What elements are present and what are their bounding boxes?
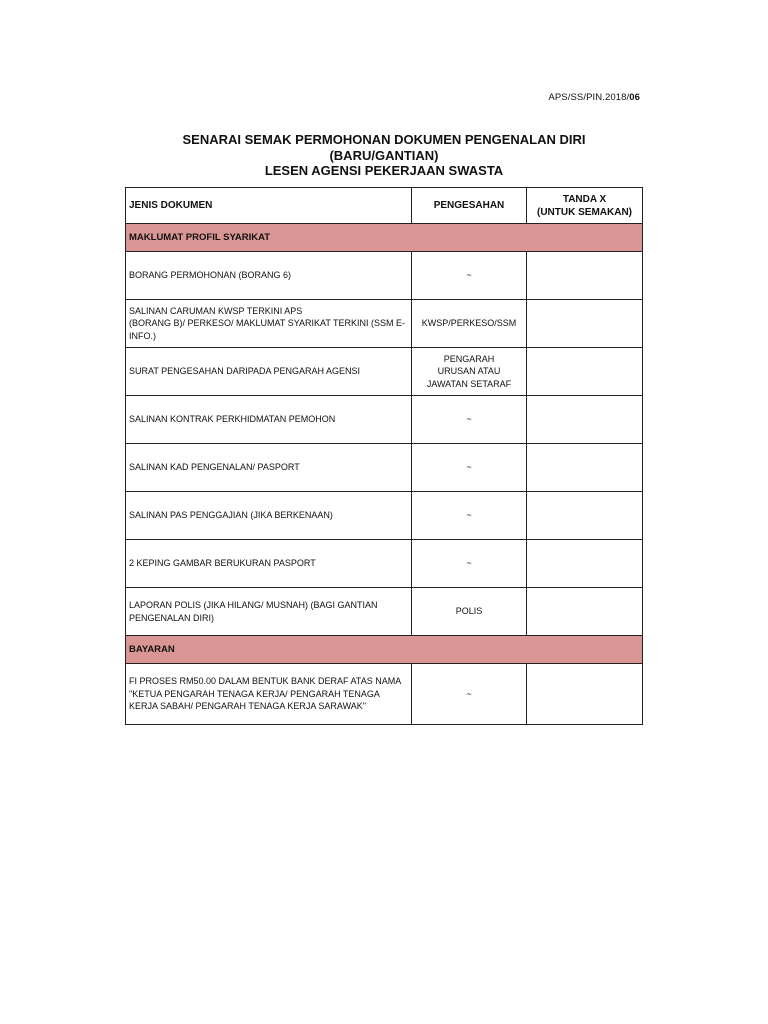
title-line-3: LESEN AGENSI PEKERJAAN SWASTA [264, 163, 504, 178]
reference-number [548, 92, 640, 103]
document-cell: SALINAN KONTRAK PERKHIDMATAN PEMOHON [126, 396, 412, 444]
verification-cell: ~ [412, 492, 527, 540]
verification-cell: KWSP/PERKESO/SSM [412, 300, 527, 348]
verification-cell: ~ [412, 396, 527, 444]
check-cell[interactable] [527, 664, 643, 725]
document-cell: 2 KEPING GAMBAR BERUKURAN PASPORT [126, 540, 412, 588]
section-label: BAYARAN [126, 636, 643, 664]
checklist-table [125, 187, 643, 725]
table-row [126, 300, 643, 348]
table-row [126, 444, 643, 492]
check-cell[interactable] [527, 300, 643, 348]
title-line-1: SENARAI SEMAK PERMOHONAN DOKUMEN PENGENALAN DIRI [182, 132, 586, 147]
check-cell[interactable] [527, 444, 643, 492]
header-verification: PENGESAHAN [412, 188, 527, 224]
section-row-payment [126, 636, 643, 664]
check-cell[interactable] [527, 348, 643, 396]
table-row [126, 348, 643, 396]
verification-cell: ~ [412, 444, 527, 492]
document-cell: SALINAN CARUMAN KWSP TERKINI APS (BORANG B)/ PERKESO/ MAKLUMAT SYARIKAT TERKINI (SSM E-INFO.) [126, 300, 412, 348]
reference-prefix: APS/SS/PIN.2018/ [548, 92, 630, 103]
table-row [126, 396, 643, 444]
document-cell: SALINAN PAS PENGGAJIAN (JIKA BERKENAAN) [126, 492, 412, 540]
table-row [126, 540, 643, 588]
section-row-company-profile [126, 224, 643, 252]
verification-cell: ~ [412, 664, 527, 725]
header-document-type: JENIS DOKUMEN [126, 188, 412, 224]
table-header-row [126, 188, 643, 224]
header-check-line-2: (UNTUK SEMAKAN) [537, 206, 632, 218]
document-cell: SURAT PENGESAHAN DARIPADA PENGARAH AGENSI [126, 348, 412, 396]
table-row [126, 664, 643, 725]
verification-cell: ~ [412, 252, 527, 300]
table-row [126, 252, 643, 300]
table-row [126, 492, 643, 540]
verification-cell: POLIS [412, 588, 527, 636]
check-cell[interactable] [527, 588, 643, 636]
document-cell: SALINAN KAD PENGENALAN/ PASPORT [126, 444, 412, 492]
check-cell[interactable] [527, 396, 643, 444]
verification-cell: ~ [412, 540, 527, 588]
document-cell: LAPORAN POLIS (JIKA HILANG/ MUSNAH) (BAGI GANTIAN PENGENALAN DIRI) [126, 588, 412, 636]
verification-cell: PENGARAH URUSAN ATAU JAWATAN SETARAF [412, 348, 527, 396]
header-check-line-1: TANDA X [562, 193, 607, 205]
header-check-mark [527, 188, 643, 224]
document-cell: BORANG PERMOHONAN (BORANG 6) [126, 252, 412, 300]
check-cell[interactable] [527, 540, 643, 588]
section-label: MAKLUMAT PROFIL SYARIKAT [126, 224, 643, 252]
reference-suffix: 06 [629, 92, 640, 103]
document-title [126, 132, 642, 179]
document-cell: FI PROSES RM50.00 DALAM BENTUK BANK DERAF ATAS NAMA "KETUA PENGARAH TENAGA KERJA/ PENGARAH TENAGA KERJA SABAH/ PENGARAH TENAGA KERJA SARAWAK" [126, 664, 412, 725]
check-cell[interactable] [527, 252, 643, 300]
table-row [126, 588, 643, 636]
check-cell[interactable] [527, 492, 643, 540]
title-line-2: (BARU/GANTIAN) [329, 147, 439, 163]
